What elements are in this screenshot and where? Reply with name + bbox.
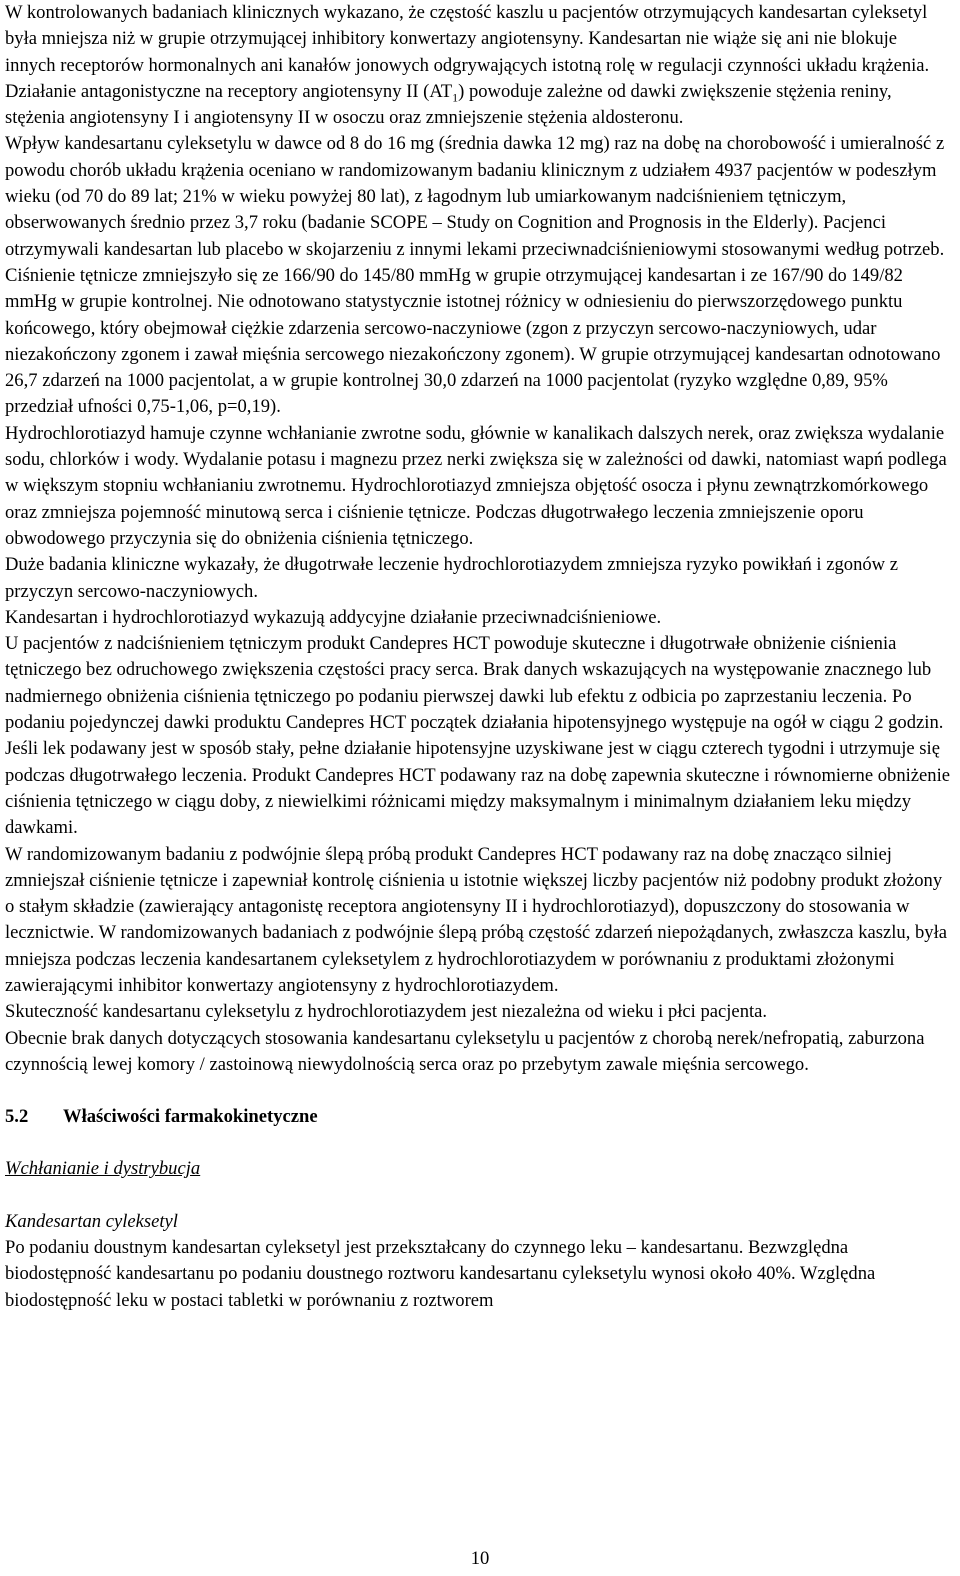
section-heading	[5, 1104, 950, 1130]
paragraph-text: W kontrolowanych badaniach klinicznych wykazano, że częstość kaszlu u pacjentów otrzymujących kandesartan cyleksetyl była mniejsza niż w grupie otrzymującej inhibitory konwertazy angiotensyny. Kandesartan nie wiąże się ani nie blokuje innych receptorów hormonalnych ani kanałów jonowych odgrywających istotną rolę w regulacji czynności układu krążenia.	[5, 2, 930, 76]
spacer	[5, 1130, 950, 1156]
paragraph-randomized-study: W randomizowanym badaniu z podwójnie ślepą próbą produkt Candepres HCT podawany raz na dobę znacząco silniej zmniejszał ciśnienie tętnicze i zapewniał kontrolę ciśnienia u istotnie większej liczby pacjentów niż podobny produkt złożony o stałym składzie (zawierający antagonistę receptora angiotensyny II i hydrochlorotiazyd), dopuszczony do stosowania w lecznictwie. W randomizowanych badaniach z podwójnie ślepą próbą częstość zdarzeń niepożądanych, zwłaszcza kaszlu, była mniejsza podczas leczenia kandesartanem cyleksetylem z hydrochlorotiazydem w porównaniu z produktami złożonymi zawierającymi inhibitor konwertazy angiotensyny z hydrochlorotiazydem.	[5, 843, 948, 996]
paragraph-additive-effect: Kandesartan i hydrochlorotiazyd wykazują addycyjne działanie przeciwnadciśnieniowe.	[5, 606, 662, 628]
at1-subscript: 1	[452, 90, 459, 105]
spacer	[5, 1078, 950, 1104]
at1-text-before: Działanie antagonistyczne na receptory angiotensyny II (AT	[5, 80, 453, 102]
paragraph-scope-study: Wpływ kandesartanu cyleksetylu w dawce od 8 do 16 mg (średnia dawka 12 mg) raz na dobę na chorobowość i umieralność z powodu chorób układu krążenia oceniano w randomizowanym badaniu klinicznym z udziałem 4937 pacjentów w podeszłym wieku (od 70 do 89 lat; 21% w wieku powyżej 80 lat), z łagodnym lub umiarkowanym nadciśnieniem tętniczym, obserwowanych średnio przez 3,7 roku (badanie SCOPE – Study on Cognition and Prognosis in the Elderly). Pacjenci otrzymywali kandesartan lub placebo w skojarzeniu z innymi lekami przeciwnadciśnieniowymi stosowanymi według potrzeb. Ciśnienie tętnicze zmniejszyło się ze 166/90 do 145/80 mmHg w grupie otrzymującej kandesartan i ze 167/90 do 149/82 mmHg w grupie kontrolnej. Nie odnotowano statystycznie istotnej różnicy w odniesieniu do pierwszorzędowego punktu końcowego, który obejmował ciężkie zdarzenia sercowo-naczyniowe (zgon z przyczyn sercowo-naczyniowych, udar niezakończony zgonem i zawał mięśnia sercowego niezakończony zgonem). W grupie otrzymującej kandesartan odnotowano 26,7 zdarzeń na 1000 pacjentolat, a w grupie kontrolnej 30,0 zdarzeń na 1000 pacjentolat (ryzyko względne 0,89, 95% przedział ufności 0,75-1,06, p=0,19).	[5, 133, 945, 418]
paragraph-candepres-efficacy: U pacjentów z nadciśnieniem tętniczym produkt Candepres HCT powoduje skuteczne i długotrwałe obniżenie ciśnienia tętniczego bez odruchowego zwiększenia częstości pracy serca. Brak danych wskazujących na występowanie znacznego lub nadmiernego obniżenia ciśnienia tętniczego po podaniu pierwszej dawki lub efektu z odbicia po zaprzestaniu leczenia. Po podaniu pojedynczej dawki produktu Candepres HCT początek działania hipotensyjnego występuje na ogół w ciągu 2 godzin. Jeśli lek podawany jest w sposób stały, pełne działanie hipotensyjne uzyskiwane jest w ciągu czterech tygodni i utrzymuje się podczas długotrwałego leczenia. Produkt Candepres HCT podawany raz na dobę zapewnia skuteczne i równomierne obniżenie ciśnienia tętniczego w ciągu doby, z niewielkimi różnicami między maksymalnym i minimalnym działaniem leku między dawkami.	[5, 633, 951, 839]
paragraph-long-term-studies: Duże badania kliniczne wykazały, że długotrwałe leczenie hydrochlorotiazydem zmniejsza ryzyko powikłań i zgonów z przyczyn sercowo-naczyniowych.	[5, 554, 898, 602]
document-page	[5, 0, 950, 1314]
page-number: 10	[470, 1548, 490, 1569]
paragraph-age-gender: Skuteczność kandesartanu cyleksetylu z hydrochlorotiazydem jest niezależna od wieku i płci pacjenta.	[5, 1001, 768, 1023]
subsection-title: Wchłanianie i dystrybucja	[5, 1158, 201, 1180]
at1-text-after: ) powoduje zależne od dawki zwiększenie stężenia reniny, stężenia angiotensyny I i angiotensyny II w osoczu oraz zmniejszenie stężenia aldosteronu.	[5, 80, 892, 129]
section-title: Właściwości farmakokinetyczne	[63, 1106, 318, 1128]
spacer	[5, 1183, 950, 1209]
paragraph-cough-and-receptors	[5, 0, 950, 131]
paragraph-no-data: Obecnie brak danych dotyczących stosowania kandesartanu cyleksetylu u pacjentów z chorobą nerek/nefropatią, zaburzona czynnością lewej komory / zastoinową niewydolnością serca oraz po przebytym zawale mięśnia sercowego.	[5, 1027, 925, 1075]
section-number: 5.2	[5, 1106, 29, 1128]
substance-title: Kandesartan cyleksetyl	[5, 1210, 178, 1232]
paragraph-absorption: Po podaniu doustnym kandesartan cyleksetyl jest przekształcany do czynnego leku – kandesartanu. Bezwzględna biodostępność kandesartanu po podaniu doustnego roztworu kandesartanu cyleksetylu wynosi około 40%. Względna biodostępność leku w postaci tabletki w porównaniu z roztworem	[5, 1237, 876, 1311]
paragraph-hydrochlorothiazide-mechanism: Hydrochlorotiazyd hamuje czynne wchłanianie zwrotne sodu, głównie w kanalikach dalszych nerek, oraz zwiększa wydalanie sodu, chlorków i wody. Wydalanie potasu i magnezu przez nerki zwiększa się w zależności od dawki, natomiast wapń podlega w większym stopniu wchłanianiu zwrotnemu. Hydrochlorotiazyd zmniejsza objętość osocza i płynu zewnątrzkomórkowego oraz zmniejsza pojemność minutową serca i ciśnienie tętnicze. Podczas długotrwałego leczenia zmniejszenie oporu obwodowego przyczynia się do obniżenia ciśnienia tętniczego.	[5, 422, 947, 549]
